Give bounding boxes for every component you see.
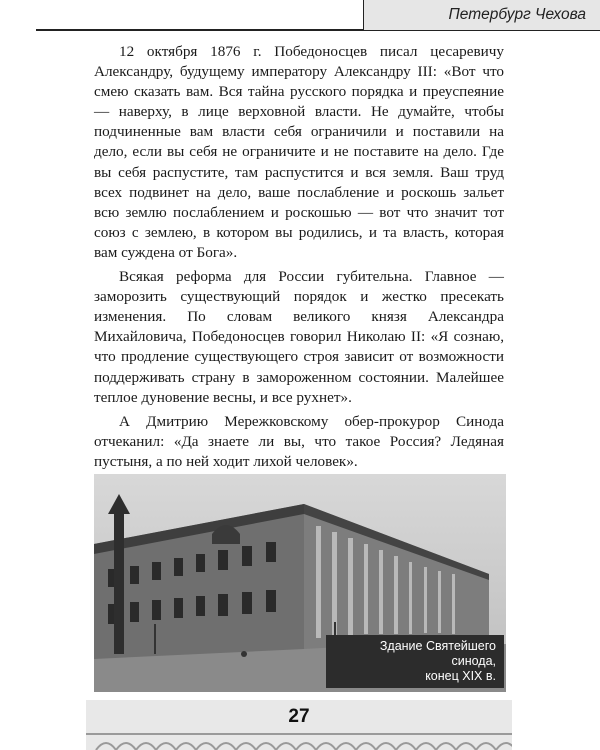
paragraph: А Дмитрию Мережковскому обер-прокурор Синода отчеканил: «Да знаете ли вы, что такое Россия? Ледяная пустыня, а по ней ходит лихой человек».: [94, 412, 504, 470]
paragraph: 12 октября 1876 г. Победоносцев писал цесаревичу Александру, будущему императору Александру III: «Вот что смею сказать вам. Вся тайна русского порядка и преуспеяние — наверху, в лице верховной власти. Не думайте, чтобы подчиненные вам власти себя ограничили и поставили на дело, если вы себя не ограничите и не поставите на дело. Где вы себя распустите, там распустится и вся земля. Ваш труд всех подвинет на дело, ваше послабление и роскошь зальет всю землю послаблением и роскошью — вот что значит тот союз с землею, в котором вы родились, и та власть, которая вам суждена от Бога».: [94, 43, 504, 261]
page-number: 27: [288, 706, 310, 727]
header-tab: [363, 0, 600, 30]
caption-line: Здание Святейшего синода,: [379, 639, 496, 668]
paragraph: Всякая реформа для России губительна. Главное — заморозить существующий порядок и жестко пресекать изменения. По словам великого князя Александра Михайловича, Победоносцев говорил Николаю II: «Я сознаю, что продление существующего строя зависит от возможности поддерживать страну в замороженном состоянии. Малейшее теплое дуновение весны, и все рухнет».: [94, 268, 504, 406]
caption-line: конец XIX в.: [425, 669, 496, 683]
synod-building-photo: [94, 474, 506, 692]
page-header: [0, 0, 600, 34]
page-footer: [86, 700, 512, 750]
running-title: Петербург Чехова: [448, 6, 586, 23]
photo-caption: [326, 635, 504, 688]
railing-ornament: [86, 730, 512, 750]
